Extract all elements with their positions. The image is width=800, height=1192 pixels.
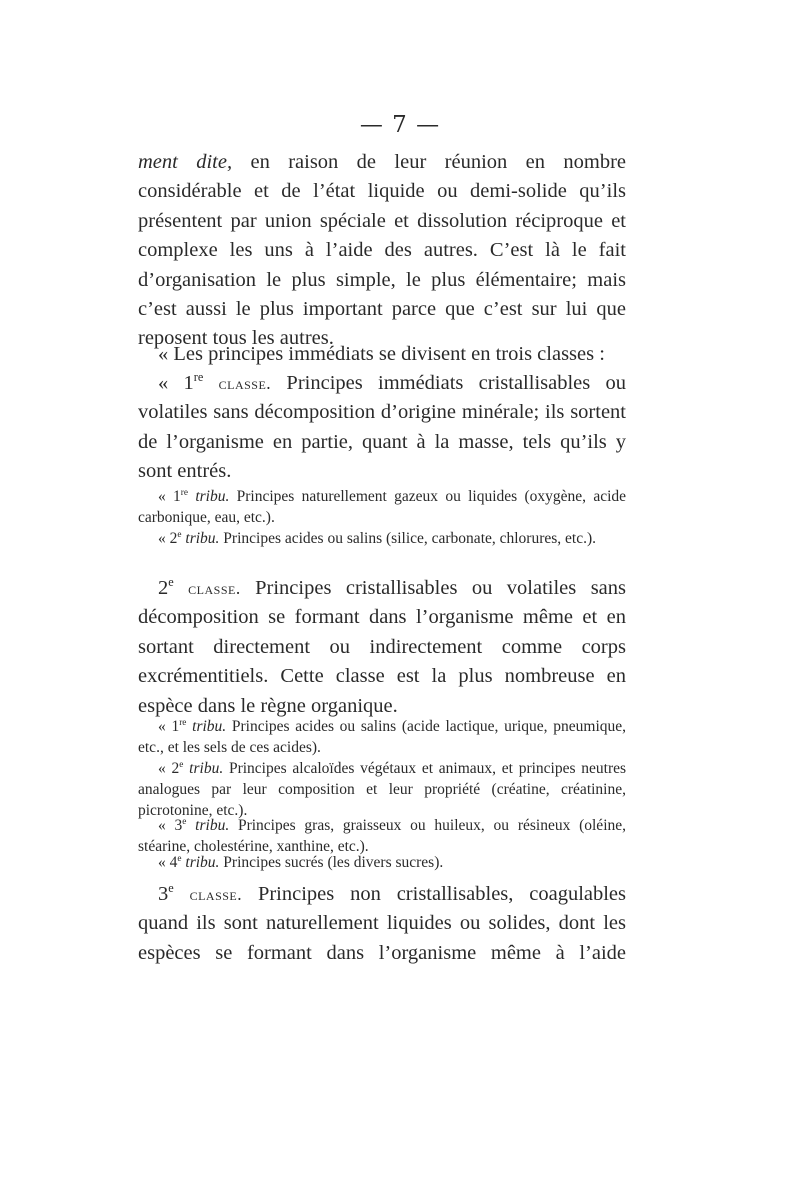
classe-2-tribu-2: « 2e tribu. Principes alcaloïdes végétaux et animaux, et principes neutres analogues par leur composition et leur propriété (créatine, créatinine, picrotonine, etc.). — [138, 759, 627, 819]
classe-2-paragraph: 2e classe. Principes cristallisables ou volatiles sans décomposition se formant dans l’organisme même et en sortant directement ou indirectement comme corps excrémentitiels. Cette classe est la plus nombreuse en espèce dans le règne organique. — [138, 575, 626, 717]
classe-label: classe. — [189, 884, 243, 904]
classe-1-tribu-2: « 2e tribu. Principes acides ou salins (silice, carbonate, chlorures, etc.). — [158, 529, 597, 547]
paragraph-classes-intro: « Les principes immédiats se divisent en trois classes : — [158, 343, 605, 365]
page-number: — 7 — — [359, 112, 441, 138]
classe-2-tribu-4: « 4e tribu. Principes sucrés (les divers sucres). — [158, 853, 444, 871]
paragraph-intro-text: en raison de leur réunion en nombre considérable et de l’état liquide ou demi-solide qu’ils présentent par union spéciale et dissolution réciproque et complexe les uns à l’aide des autres. C’est là le fait d’organisation le plus simple, le plus élémentaire; mais c’est aussi le plus important parce que c’est sur lui que reposent tous les autres. — [138, 151, 626, 350]
italic-lead: ment dite, — [138, 151, 233, 173]
paragraph-intro — [138, 148, 626, 354]
classe-3-paragraph: 3e classe. Principes non cristallisables, coagulables quand ils sont naturellement liquides ou solides, dont les espèces se formant dans l’organisme même à l’aide — [138, 881, 627, 964]
classe-label: classe. — [218, 373, 272, 393]
classe-label: classe. — [188, 578, 241, 598]
classe-2-tribu-3: « 3e tribu. Principes gras, graisseux ou huileux, ou résineux (oléine, stéarine, cholestérine, xanthine, etc.). — [138, 816, 627, 855]
classe-1-paragraph: « 1re classe. Principes immédiats cristallisables ou volatiles sans décomposition d’origine minérale; ils sortent de l’organisme en partie, quant à la masse, tels qu’ils y sont entrés. — [138, 370, 627, 483]
classe-1-tribu-1: « 1re tribu. Principes naturellement gazeux ou liquides (oxygène, acide carbonique, eau, etc.). — [138, 487, 627, 526]
classe-2-tribu-1: « 1re tribu. Principes acides ou salins (acide lactique, urique, pneumique, etc., et les sels de ces acides). — [138, 717, 627, 756]
